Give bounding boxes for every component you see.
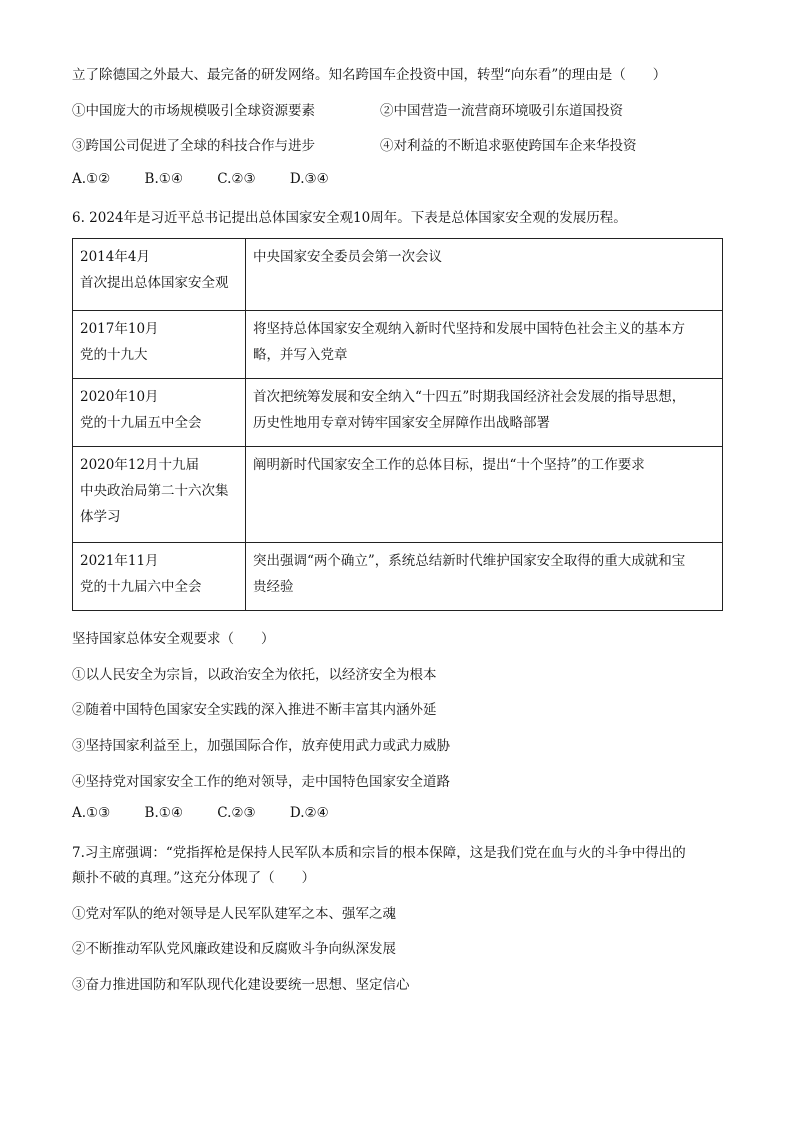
q5-option-3: ③跨国公司促进了全球的科技合作与进步 (72, 138, 315, 154)
q7-stem-line-1: 7.习主席强调：“党指挥枪是保持人民军队本质和宗旨的根本保障，这是我们党在血与火的斗争中得出的 (72, 845, 686, 861)
table-cell-text: 中央政治局第二十六次集 (80, 483, 229, 499)
q5-option-1: ①中国庞大的市场规模吸引全球资源要素 (72, 103, 315, 119)
table-cell-content (246, 311, 723, 379)
q7-stem-line-2: 颠扑不破的真理。”这充分体现了（ ） (72, 870, 316, 886)
table-row (73, 447, 723, 543)
table-cell-text: 2020年12月十九届 (80, 457, 200, 473)
q5-stem-tail: 立了除德国之外最大、最完备的研发网络。知名跨国车企投资中国，转型“向东看”的理由是（ ） (72, 67, 667, 83)
q5-choices (72, 171, 359, 187)
q6-choices (72, 805, 359, 821)
q6-question: 坚持国家总体安全观要求（ ） (72, 631, 275, 647)
table-cell-date (73, 543, 246, 611)
q6-choice-c[interactable]: C.②③ (217, 805, 256, 821)
table-cell-text: 首次把统筹发展和安全纳入“十四五”时期我国经济社会发展的指导思想， (253, 389, 686, 405)
q7-option-1: ①党对军队的绝对领导是人民军队建军之本、强军之魂 (72, 906, 396, 922)
table-cell-text: 中央国家安全委员会第一次会议 (253, 249, 442, 265)
table-cell-date (73, 379, 246, 447)
table-cell-text: 党的十九届六中全会 (80, 579, 202, 595)
q5-option-2: ②中国营造一流营商环境吸引东道国投资 (380, 103, 623, 119)
table-cell-text: 2014年4月 (80, 249, 150, 265)
q6-choice-b[interactable]: B.①④ (144, 805, 183, 821)
table-cell-text: 首次提出总体国家安全观 (80, 275, 229, 291)
table-row (73, 379, 723, 447)
table-cell-text: 党的十九大 (80, 347, 148, 363)
table-cell-text: 贵经验 (253, 579, 294, 595)
table-cell-text: 2017年10月 (80, 321, 159, 337)
q6-option-4: ④坚持党对国家安全工作的绝对领导，走中国特色国家安全道路 (72, 774, 450, 790)
table-cell-date (73, 311, 246, 379)
table-cell-text: 将坚持总体国家安全观纳入新时代坚持和发展中国特色社会主义的基本方 (253, 321, 685, 337)
table-cell-content (246, 239, 723, 311)
table-cell-text: 2021年11月 (80, 553, 159, 569)
q5-choice-c[interactable]: C.②③ (217, 171, 256, 187)
table-cell-date (73, 239, 246, 311)
table-row (73, 239, 723, 311)
q5-option-4: ④对利益的不断追求驱使跨国车企来华投资 (380, 138, 637, 154)
q6-choice-a[interactable]: A.①③ (72, 805, 111, 821)
table-cell-text: 突出强调“两个确立”，系统总结新时代维护国家安全取得的重大成就和宝 (253, 553, 686, 569)
q5-choice-d[interactable]: D.③④ (289, 171, 329, 187)
q7-option-2: ②不断推动军队党风廉政建设和反腐败斗争向纵深发展 (72, 941, 396, 957)
q7-option-3: ③奋力推进国防和军队现代化建设要统一思想、坚定信心 (72, 977, 410, 993)
table-cell-text: 阐明新时代国家安全工作的总体目标，提出“十个坚持”的工作要求 (253, 457, 645, 473)
q6-choice-d[interactable]: D.②④ (289, 805, 329, 821)
table-cell-date (73, 447, 246, 543)
q5-choice-a[interactable]: A.①② (72, 171, 111, 187)
table-row (73, 311, 723, 379)
table-cell-text: 2020年10月 (80, 389, 159, 405)
table-cell-content (246, 543, 723, 611)
table-cell-text: 党的十九届五中全会 (80, 415, 202, 431)
table-cell-text: 历史性地用专章对铸牢国家安全屏障作出战略部署 (253, 415, 550, 431)
table-cell-content (246, 379, 723, 447)
table-row (73, 543, 723, 611)
security-history-table (72, 238, 723, 611)
q5-choice-b[interactable]: B.①④ (144, 171, 183, 187)
q6-option-3: ③坚持国家利益至上，加强国际合作，放弃使用武力或武力威胁 (72, 738, 450, 754)
table-cell-text: 体学习 (80, 509, 121, 525)
q6-option-2: ②随着中国特色国家安全实践的深入推进不断丰富其内涵外延 (72, 702, 437, 718)
table-cell-content (246, 447, 723, 543)
q6-option-1: ①以人民安全为宗旨，以政治安全为依托，以经济安全为根本 (72, 667, 437, 683)
table-cell-text: 略，并写入党章 (253, 347, 348, 363)
q6-stem: 6. 2024年是习近平总书记提出总体国家安全观10周年。下表是总体国家安全观的发展历程。 (72, 210, 627, 226)
